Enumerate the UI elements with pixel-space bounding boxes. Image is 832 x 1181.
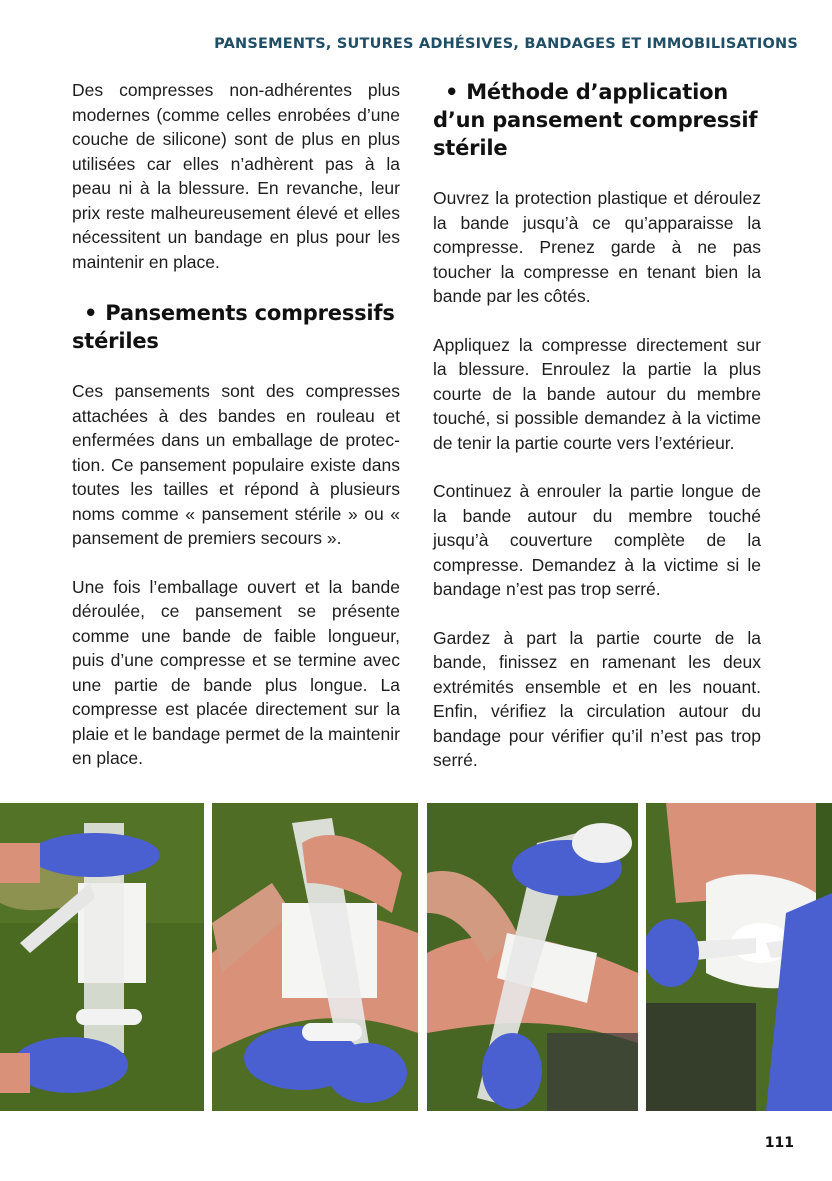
paragraph: Continuez à enrouler la partie longue de la bande autour du membre touché jusqu’à couverture complète de la compresse. Demandez à la victime si le bandage n’est pas trop serré.	[433, 481, 761, 599]
photo-step-2	[212, 803, 418, 1111]
section-heading-methode	[433, 78, 761, 162]
photo-step-4	[646, 803, 832, 1111]
paragraph: Une fois l’emballage ouvert et la bande déroulée, ce pansement se présente comme une bande de faible longueur, puis d’une compresse et se termine avec une partie de bande plus longue. La compresse est placée directement sur la plaie et le bandage permet de la maintenir en place.	[72, 576, 400, 768]
section-heading-pansements	[72, 299, 400, 355]
paragraph: Ces pansements sont des compresses attachées à des bandes en rouleau et enfermées dans un emballage de protection. Ce pansement populaire existe dans toutes les tailles et répond à plusieurs noms comme « pansement stérile » ou « pansement de premiers secours ».	[72, 381, 400, 548]
bullet-glyph: •	[445, 80, 459, 104]
photo-step-1	[0, 803, 204, 1111]
paragraph: Gardez à part la partie courte de la bande, finissez en ramenant les deux extrémités ensemble et en les nouant. Enfin, vérifiez la circulation autour du bandage pour vérifier qu’il n’est pas trop serré.	[433, 627, 761, 770]
paragraph: Appliquez la compresse directement sur la blessure. Enroulez la partie la plus courte de la bande autour du membre touché, si possible demandez à la victime de tenir la partie courte vers l’extérieur.	[433, 334, 761, 453]
paragraph: Ouvrez la protection plastique et déroulez la bande jusqu’à ce qu’apparaisse la compresse. Prenez garde à ne pas toucher la compresse en tenant bien la bande par les côtés.	[433, 188, 761, 306]
right-column	[433, 78, 761, 773]
page-number: 111	[764, 1135, 794, 1151]
section-heading-text: Pansements compressifs stériles	[72, 301, 395, 353]
left-column	[72, 78, 400, 771]
running-header: PANSEMENTS, SUTURES ADHÉSIVES, BANDAGES ET IMMOBILISATIONS	[214, 36, 798, 52]
photo-step-3	[427, 803, 638, 1111]
photo-strip	[0, 803, 832, 1111]
section-heading-text: Méthode d’application d’un pansement compressif stérile	[433, 80, 758, 160]
intro-paragraph: Des compresses non-adhérentes plus modernes (comme celles enrobées d’une couche de silicone) sont de plus en plus utilisées car elles n’adhèrent pas à la peau ni à la blessure. En revanche, leur prix reste malheureusement élevé et elles nécessitent un bandage en plus pour les maintenir en place.	[72, 80, 400, 272]
bullet-glyph: •	[84, 301, 98, 325]
